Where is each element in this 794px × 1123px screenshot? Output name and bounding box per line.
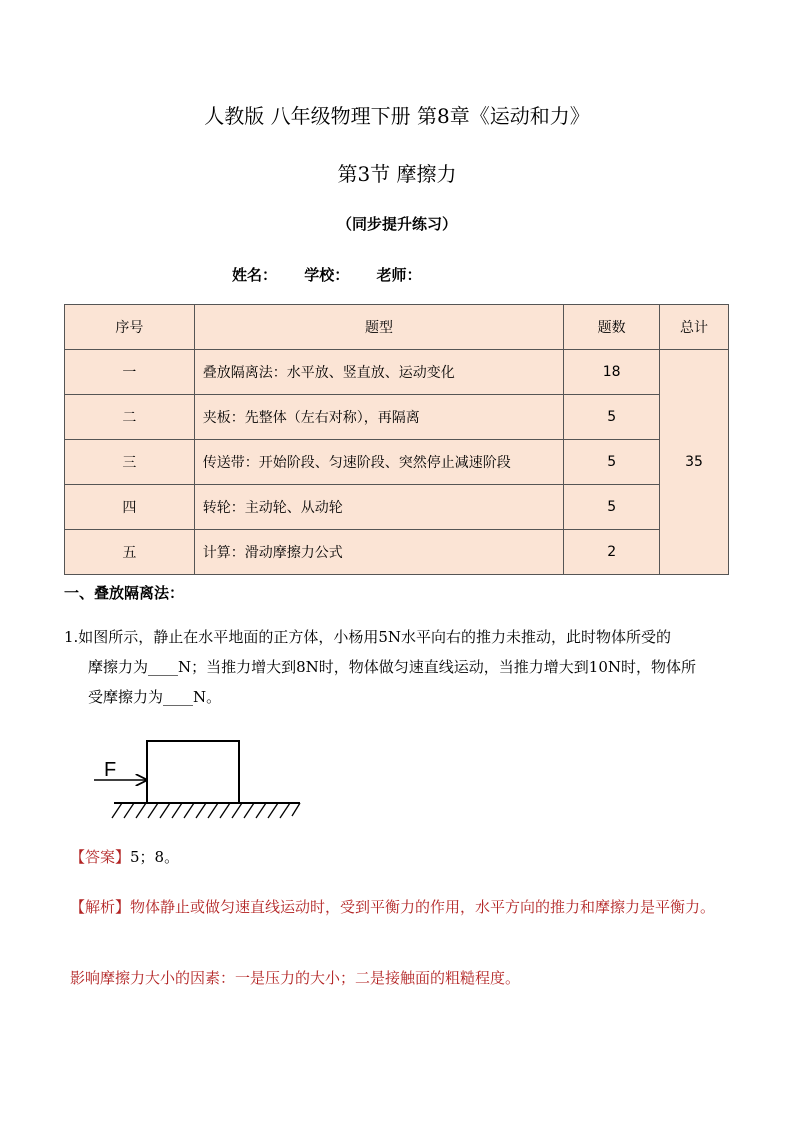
analysis-label: 【解析】 xyxy=(70,898,131,916)
table-row xyxy=(65,395,729,440)
teacher-label: 老师： xyxy=(376,266,422,284)
section-title: 第3节 摩擦力 xyxy=(337,162,457,186)
row-count: 5 xyxy=(564,440,660,485)
question-1 xyxy=(64,622,732,712)
answer xyxy=(70,846,179,867)
table-header-row xyxy=(65,305,729,350)
ground-hatching xyxy=(112,803,300,818)
analysis xyxy=(70,892,730,922)
question-line: 1.如图所示，静止在水平地面的正方体，小杨用5N水平向右的推力未推动，此时物体所受的 xyxy=(64,628,671,646)
header-no: 序号 xyxy=(65,305,195,350)
table-row xyxy=(65,440,729,485)
force-diagram xyxy=(92,738,312,822)
row-type: 叠放隔离法：水平放、竖直放、运动变化 xyxy=(194,350,563,395)
table-row xyxy=(65,530,729,575)
row-no: 四 xyxy=(65,485,195,530)
header-total: 总计 xyxy=(660,305,729,350)
question-type-table xyxy=(64,304,729,575)
row-count: 5 xyxy=(564,485,660,530)
answer-label: 【答案】 xyxy=(70,848,131,866)
school-label: 学校： xyxy=(304,266,350,284)
answer-value: 5；8。 xyxy=(130,848,180,866)
row-no: 一 xyxy=(65,350,195,395)
row-count: 18 xyxy=(564,350,660,395)
table-row xyxy=(65,485,729,530)
header-count: 题数 xyxy=(564,305,660,350)
analysis-text: 物体静止或做匀速直线运动时，受到平衡力的作用，水平方向的推力和摩擦力是平衡力。 xyxy=(130,898,716,916)
header-type: 题型 xyxy=(194,305,563,350)
row-count: 5 xyxy=(564,395,660,440)
row-type: 夹板：先整体（左右对称），再隔离 xyxy=(194,395,563,440)
table-row xyxy=(65,350,729,395)
question-line: 摩擦力为____N；当推力增大到8N时，物体做匀速直线运动，当推力增大到10N时，物体所 xyxy=(88,658,697,676)
row-type: 转轮：主动轮、从动轮 xyxy=(194,485,563,530)
name-label: 姓名： xyxy=(232,266,278,284)
student-info xyxy=(232,264,444,285)
section-heading: 一、叠放隔离法： xyxy=(64,584,185,602)
cube-block xyxy=(147,741,239,803)
row-no: 三 xyxy=(65,440,195,485)
row-count: 2 xyxy=(564,530,660,575)
practice-tag: （同步提升练习） xyxy=(336,215,457,233)
analysis-note: 影响摩擦力大小的因素：一是压力的大小；二是接触面的粗糙程度。 xyxy=(70,969,521,987)
question-line: 受摩擦力为____N。 xyxy=(88,688,222,706)
document-title: 人教版 八年级物理下册 第8章《运动和力》 xyxy=(204,104,590,128)
force-label: F xyxy=(104,759,117,781)
total-cell: 35 xyxy=(660,350,729,575)
row-type: 计算：滑动摩擦力公式 xyxy=(194,530,563,575)
row-type: 传送带：开始阶段、匀速阶段、突然停止减速阶段 xyxy=(194,440,563,485)
row-no: 二 xyxy=(65,395,195,440)
row-no: 五 xyxy=(65,530,195,575)
